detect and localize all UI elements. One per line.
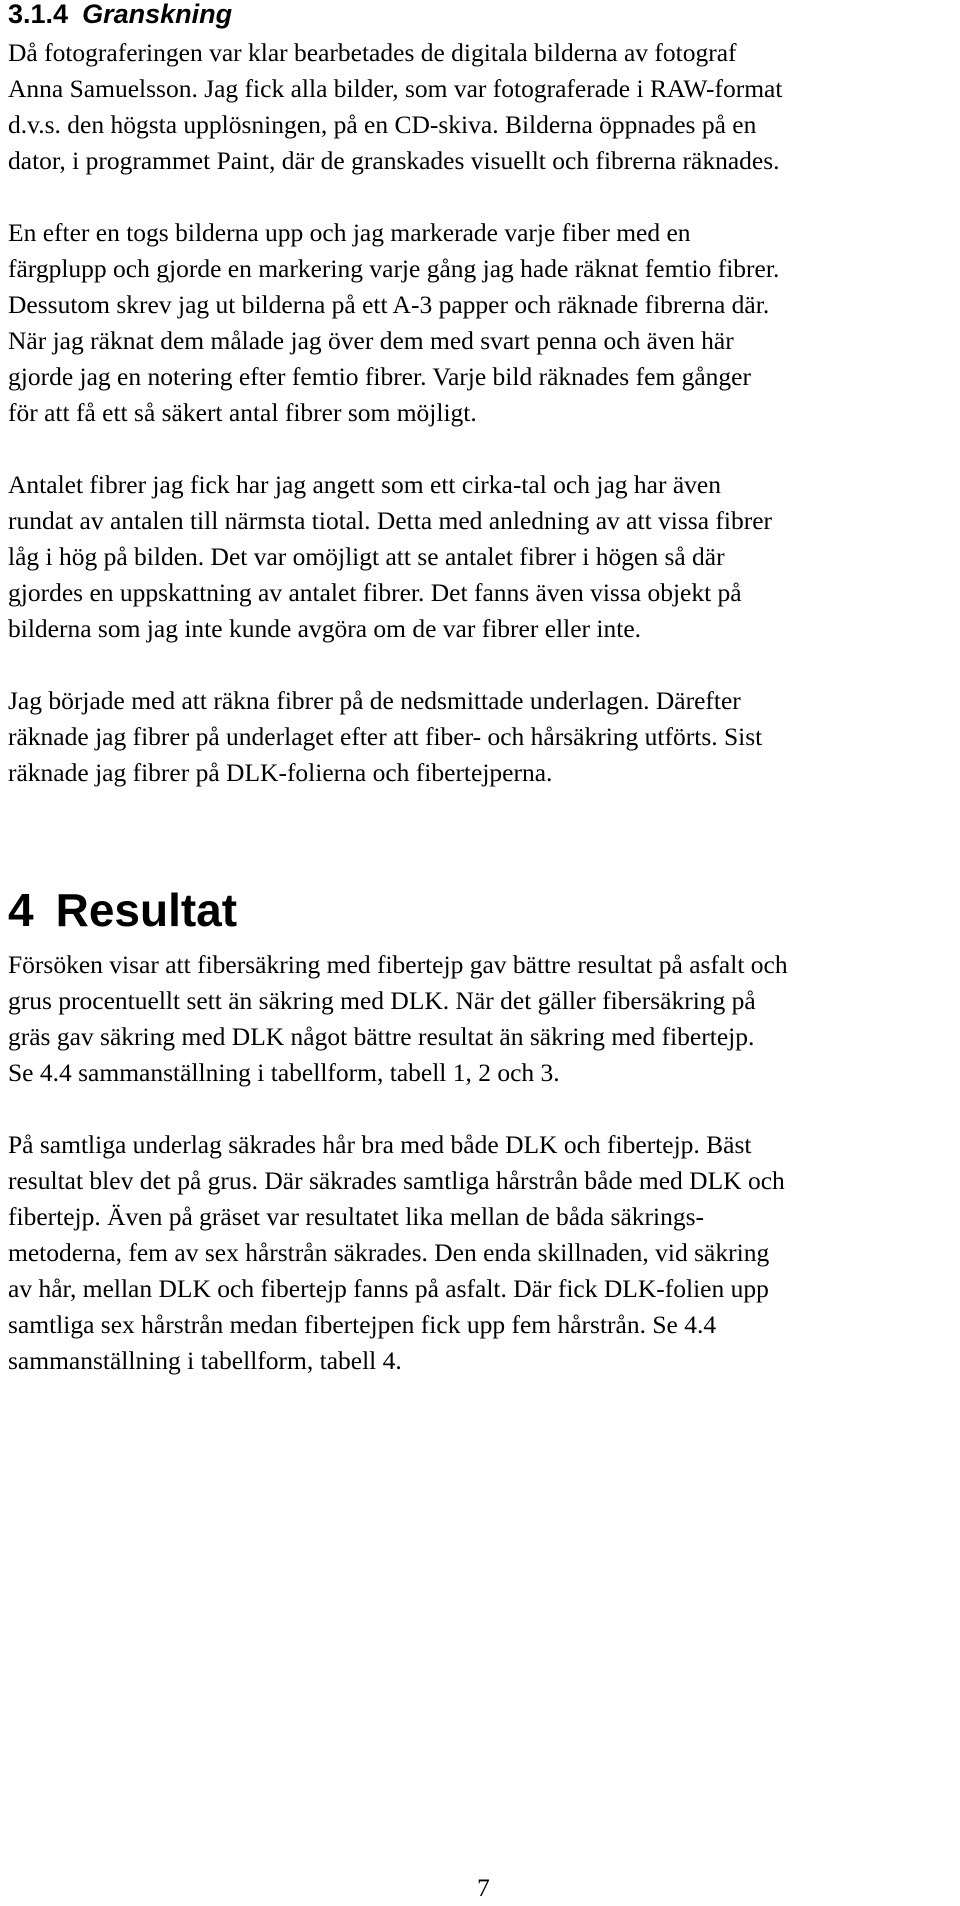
text-line: för att få ett så säkert antal fibrer som möjligt. bbox=[8, 398, 477, 427]
section-heading-3-1-4 bbox=[8, 0, 232, 32]
text-line: fibertejp. Även på gräset var resultatet lika mellan de båda säkrings- bbox=[8, 1202, 705, 1231]
text-line: grus procentuellt sett än säkring med DLK. När det gäller fibersäkring på bbox=[8, 986, 756, 1015]
text-line: Dessutom skrev jag ut bilderna på ett A-3 papper och räknade fibrerna där. bbox=[8, 290, 770, 319]
text-line: räknade jag fibrer på underlaget efter att fiber- och hårsäkring utförts. Sist bbox=[8, 722, 763, 751]
text-line: räknade jag fibrer på DLK-folierna och fibertejperna. bbox=[8, 758, 553, 787]
page-number: 7 bbox=[477, 1873, 490, 1902]
text-line: Då fotograferingen var klar bearbetades de digitala bilderna av fotograf bbox=[8, 38, 737, 67]
text-line: resultat blev det på grus. Där säkrades samtliga hårstrån både med DLK och bbox=[8, 1166, 785, 1195]
text-line: sammanställning i tabellform, tabell 4. bbox=[8, 1346, 402, 1375]
text-line: När jag räknat dem målade jag över dem med svart penna och även här bbox=[8, 326, 734, 355]
text-line: Försöken visar att fibersäkring med fibertejp gav bättre resultat på asfalt och bbox=[8, 950, 788, 979]
text-line: En efter en togs bilderna upp och jag markerade varje fiber med en bbox=[8, 218, 691, 247]
text-line: På samtliga underlag säkrades hår bra med både DLK och fibertejp. Bäst bbox=[8, 1130, 752, 1159]
text-line: bilderna som jag inte kunde avgöra om de var fibrer eller inte. bbox=[8, 614, 642, 643]
text-line: samtliga sex hårstrån medan fibertejpen fick upp fem hårstrån. Se 4.4 bbox=[8, 1310, 717, 1339]
text-line: dator, i programmet Paint, där de granskades visuellt och fibrerna räknades. bbox=[8, 146, 780, 175]
paragraph-resultat-2 bbox=[8, 1127, 785, 1379]
paragraph-granskning-1 bbox=[8, 35, 782, 179]
paragraph-granskning-4 bbox=[8, 683, 762, 791]
text-line: gräs gav säkring med DLK något bättre resultat än säkring med fibertejp. bbox=[8, 1022, 755, 1051]
section-heading-4 bbox=[8, 880, 237, 940]
text-line: d.v.s. den högsta upplösningen, på en CD-skiva. Bilderna öppnades på en bbox=[8, 110, 757, 139]
text-line: rundat av antalen till närmsta tiotal. Detta med anledning av att vissa fibrer bbox=[8, 506, 773, 535]
text-line: Jag började med att räkna fibrer på de nedsmittade underlagen. Därefter bbox=[8, 686, 741, 715]
section-number: 3.1.4 bbox=[8, 0, 69, 29]
section-number: 4 bbox=[8, 884, 34, 936]
text-line: Anna Samuelsson. Jag fick alla bilder, som var fotograferade i RAW-format bbox=[8, 74, 783, 103]
text-line: metoderna, fem av sex hårstrån säkrades. Den enda skillnaden, vid säkring bbox=[8, 1238, 770, 1267]
section-title: Resultat bbox=[55, 884, 238, 936]
text-line: låg i hög på bilden. Det var omöjligt att se antalet fibrer i högen så där bbox=[8, 542, 725, 571]
text-line: gjorde jag en notering efter femtio fibrer. Varje bild räknades fem gånger bbox=[8, 362, 751, 391]
section-title: Granskning bbox=[82, 0, 233, 29]
paragraph-granskning-2 bbox=[8, 215, 779, 431]
text-line: färgplupp och gjorde en markering varje gång jag hade räknat femtio fibrer. bbox=[8, 254, 780, 283]
text-line: av hår, mellan DLK och fibertejp fanns på asfalt. Där fick DLK-folien upp bbox=[8, 1274, 769, 1303]
paragraph-resultat-1 bbox=[8, 947, 788, 1091]
text-line: gjordes en uppskattning av antalet fibrer. Det fanns även vissa objekt på bbox=[8, 578, 742, 607]
paragraph-granskning-3 bbox=[8, 467, 772, 647]
text-line: Antalet fibrer jag fick har jag angett som ett cirka-tal och jag har även bbox=[8, 470, 721, 499]
text-line: Se 4.4 sammanställning i tabellform, tabell 1, 2 och 3. bbox=[8, 1058, 560, 1087]
